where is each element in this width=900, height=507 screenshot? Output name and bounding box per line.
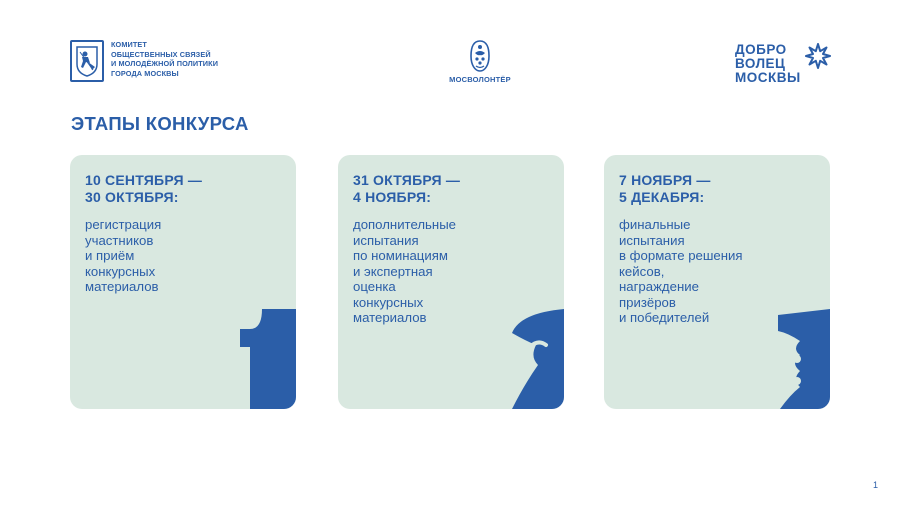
header bbox=[0, 0, 900, 100]
committee-line: ОБЩЕСТВЕННЫХ СВЯЗЕЙ bbox=[111, 49, 211, 59]
mosvolunteer-logo bbox=[445, 40, 515, 84]
stage-number-2-graphic bbox=[512, 309, 564, 409]
dobro-line-3: МОСКВЫ bbox=[735, 70, 801, 85]
dobro-line-1: ДОБРО bbox=[735, 42, 787, 57]
stage-description: регистрация участников и приём конкурсных материалов bbox=[85, 217, 162, 294]
page-number: 1 bbox=[873, 480, 879, 490]
committee-name bbox=[111, 40, 218, 78]
committee-line: ГОРОДА МОСКВЫ bbox=[111, 68, 179, 78]
moscow-coat-of-arms-icon bbox=[70, 40, 104, 82]
stage-number-1-graphic bbox=[236, 309, 296, 409]
stage-number-3-graphic bbox=[778, 309, 830, 409]
committee-line: И МОЛОДЁЖНОЙ ПОЛИТИКИ bbox=[111, 59, 219, 68]
stage-card-1 bbox=[70, 155, 296, 409]
mosvolunteer-emblem-icon bbox=[469, 40, 491, 72]
stage-date: 10 СЕНТЯБРЯ — 30 ОКТЯБРЯ: bbox=[85, 172, 203, 205]
stage-card-2 bbox=[338, 155, 564, 409]
stage-card-3 bbox=[604, 155, 830, 409]
dobro-line-2: ВОЛЕЦ bbox=[735, 56, 786, 71]
burst-star-icon bbox=[805, 43, 831, 69]
stage-description: финальные испытания в формате решения кейсов, награждение призёров и победителей bbox=[619, 217, 743, 325]
committee-logo bbox=[70, 40, 218, 82]
committee-line: КОМИТЕТ bbox=[111, 40, 147, 49]
mosvolunteer-label: МОСВОЛОНТЁР bbox=[449, 75, 511, 84]
dobrovolets-moskvy-logo bbox=[735, 43, 835, 87]
page-title: ЭТАПЫ КОНКУРСА bbox=[71, 113, 249, 134]
stage-date: 31 ОКТЯБРЯ — 4 НОЯБРЯ: bbox=[353, 172, 461, 205]
stage-description: дополнительные испытания по номинациям и экспертная оценка конкурсных материалов bbox=[353, 217, 457, 325]
stage-date: 7 НОЯБРЯ — 5 ДЕКАБРЯ: bbox=[619, 172, 711, 205]
